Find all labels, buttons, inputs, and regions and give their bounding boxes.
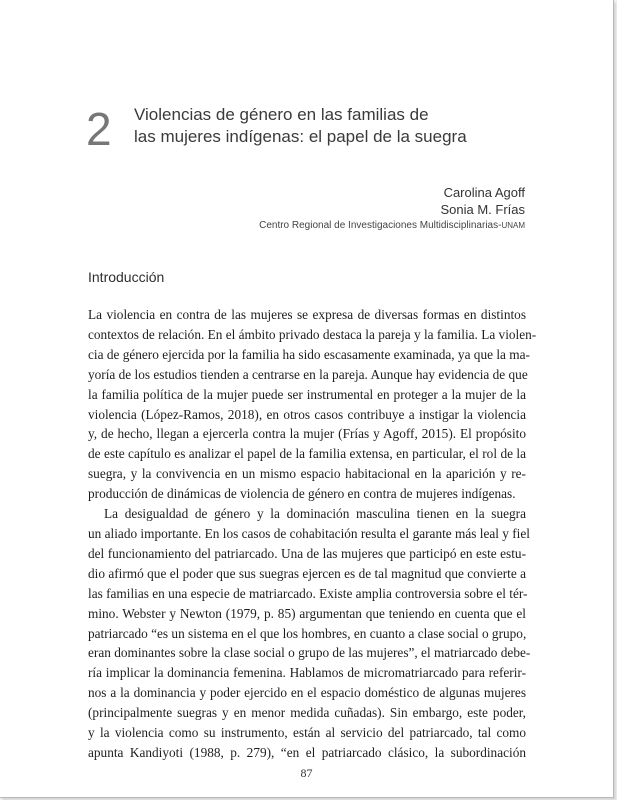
page-number: 87	[300, 766, 313, 780]
body-line: La violencia en contra de las mujeres se expresa de diversas formas en distintos	[88, 307, 526, 322]
body-line: un aliado importante. En los casos de cohabitación resulta el garante más leal y fiel	[88, 525, 530, 541]
body-line: nos a la dominancia y poder ejercido en el espacio doméstico de algunas mujeres	[88, 685, 526, 701]
body-line: (principalmente suegras y en menor medida cuñadas). Sin embargo, este poder,	[88, 705, 526, 721]
author-block	[259, 184, 525, 234]
section-heading: Introducción	[88, 269, 165, 285]
body-line: La desigualdad de género y la dominación masculina tienen en la suegra	[104, 506, 526, 522]
body-line: dio afirmó que el poder que sus suegras ejercen es de tal magnitud que convierte a	[88, 565, 526, 581]
body-line: y la violencia como su instrumento, están al servicio del patriarcado, tal como	[88, 725, 526, 741]
chapter-title-line: las mujeres indígenas: el papel de la suegra	[134, 127, 467, 146]
body-line: ría implicar la dominancia femenina. Hablamos de micromatriarcado para referir-	[88, 665, 526, 681]
chapter-number: 2	[86, 103, 112, 155]
chapter-title-line: Violencias de género en las familias de	[134, 105, 429, 124]
body-line: mino. Webster y Newton (1979, p. 85) argumentan que teniendo en cuenta que el	[88, 605, 526, 621]
body-text	[88, 305, 537, 763]
body-line: del funcionamiento del patriarcado. Una de las mujeres que participó en este estu-	[88, 545, 526, 561]
affiliation-text: Centro Regional de Investigaciones Multidisciplinarias-	[259, 220, 502, 231]
body-line: violencia (López-Ramos, 2018), en otros casos contribuye a instigar la violencia	[88, 406, 526, 422]
body-line: patriarcado “es un sistema en el que los hombres, en cuanto a clase social o grupo,	[88, 625, 527, 641]
body-line: contextos de relación. En el ámbito privado destaca la pareja y la familia. La violen-	[88, 326, 537, 342]
body-line: las familias en una especie de matriarcado. Existe amplia controversia sobre el tér-	[88, 585, 528, 601]
body-line: y, de hecho, llegan a ejercerla contra la mujer (Frías y Agoff, 2015). El propósito	[88, 426, 526, 442]
body-line: la familia política de la mujer puede ser instrumental en proteger a la mujer de la	[88, 386, 526, 402]
body-line: cia de género ejercida por la familia ha sido escasamente examinada, ya que la ma-	[88, 346, 530, 362]
body-line: yoría de los estudios tienden a centrarse en la pareja. Aunque hay evidencia de que	[88, 366, 528, 382]
author-name: Carolina Agoff	[443, 185, 525, 200]
body-line: apunta Kandiyoti (1988, p. 279), “en el patriarcado clásico, la subordinación	[88, 744, 526, 760]
body-line: producción de dinámicas de violencia de género en contra de mujeres indígenas.	[88, 486, 516, 502]
author-name: Sonia M. Frías	[440, 202, 525, 217]
affiliation-suffix: UNAM	[501, 221, 525, 230]
body-line: de este capítulo es analizar el papel de la familia extensa, en particular, el rol de la	[88, 446, 526, 462]
chapter-title	[134, 104, 494, 148]
body-line: eran dominantes sobre la clase social o grupo de las mujeres”, el matriarcado debe-	[88, 645, 531, 661]
body-line: suegra, y la convivencia en un mismo espacio habitacional en la aparición y re-	[88, 466, 526, 482]
author-affiliation	[259, 218, 525, 234]
